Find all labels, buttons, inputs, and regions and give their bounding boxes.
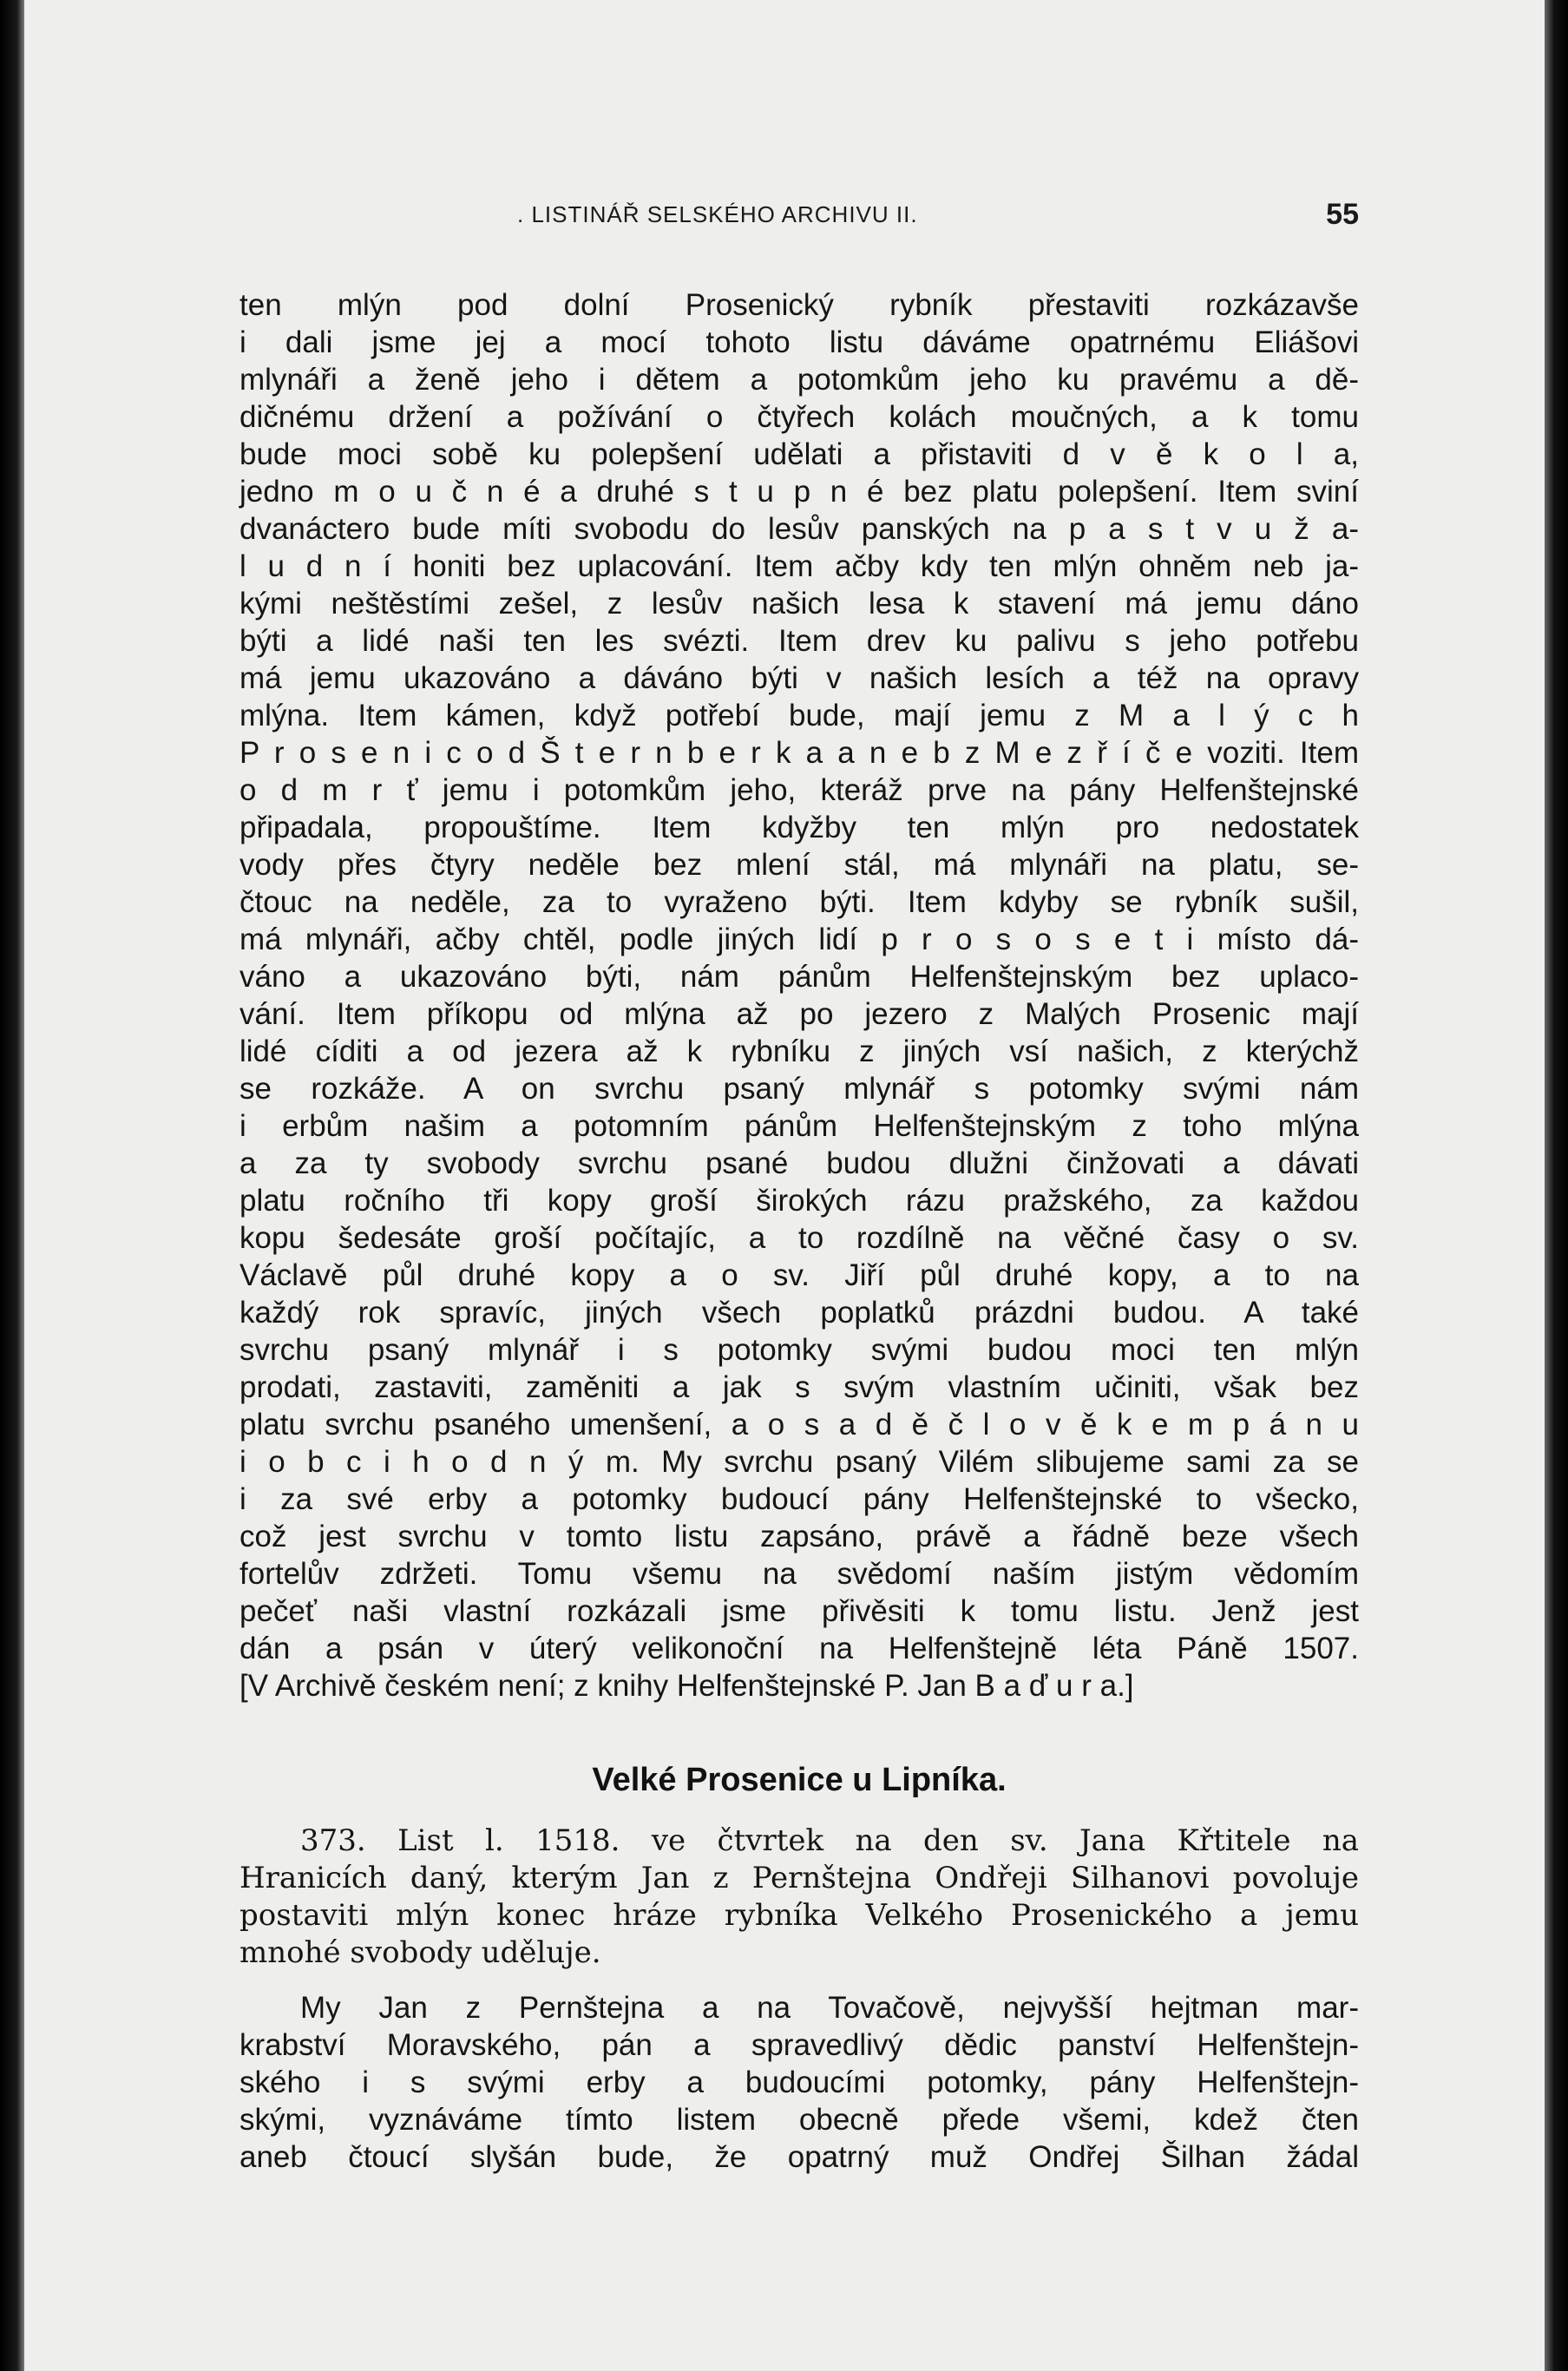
text-line: skými, vyznáváme tímto listem obecně přede všemi, kdež čten — [239, 2103, 1359, 2137]
page-number: 55 — [1326, 198, 1359, 231]
text-line: vody přes čtyry neděle bez mlení stál, má mlynáři na platu, se- — [239, 848, 1359, 882]
text-line: má mlynáři, ačby chtěl, podle jiných lidí p r o s o s e t i místo dá- — [239, 923, 1359, 956]
text-line: aneb čtoucí slyšán bude, že opatrný muž Ondřej Šilhan žádal — [239, 2140, 1359, 2174]
text-line: váno a ukazováno býti, nám pánům Helfenštejnským bez uplaco- — [239, 960, 1359, 994]
text-line: Václavě půl druhé kopy a o sv. Jiří půl druhé kopy, a to na — [239, 1258, 1359, 1292]
scan-left-edge — [0, 0, 24, 2371]
text-line: ten mlýn pod dolní Prosenický rybník přestaviti rozkázavše — [239, 288, 1359, 322]
text-line: dičnému držení a požívání o čtyřech kolách moučných, a k tomu — [239, 400, 1359, 434]
text-line: P r o s e n i c o d Š t e r n b e r k a a n e b z M e z ř í č e voziti. Item — [239, 736, 1359, 770]
text-line: fortelův zdržeti. Tomu všemu na svědomí naším jistým vědomím — [239, 1557, 1359, 1591]
text-line: kými neštěstími zešel, z lesův našich lesa k stavení má jemu dáno — [239, 587, 1359, 621]
text-line: krabství Moravského, pán a spravedlivý dědic panství Helfenštejn- — [239, 2028, 1359, 2062]
summary-line: 373. List l. 1518. ve čtvrtek na den sv. Jana Křtitele na — [300, 1823, 1359, 1858]
text-line: i o b c i h o d n ý m. My svrchu psaný Vilém slibujeme sami za se — [239, 1445, 1359, 1479]
charter-text — [239, 1989, 1359, 2176]
text-line: mlýna. Item kámen, když potřebí bude, mají jemu z M a l ý c h — [239, 699, 1359, 732]
text-line: čtouc na neděle, za to vyraženo býti. Item kdyby se rybník sušil, — [239, 885, 1359, 919]
text-line: kopu šedesáte groší počítajíc, a to rozdílně na věčné časy o sv. — [239, 1221, 1359, 1255]
text-line: mlynáři a ženě jeho i dětem a potomkům jeho ku pravému a dě- — [239, 363, 1359, 397]
text-line: My Jan z Pernštejna a na Tovačově, nejvyšší hejtman mar- — [300, 1991, 1359, 2025]
document-summary — [239, 1823, 1359, 1972]
text-line: dán a psán v úterý velikonoční na Helfenštejně léta Páně 1507. — [239, 1632, 1359, 1665]
summary-line: postaviti mlýn konec hráze rybníka Velkého Prosenického a jemu — [239, 1898, 1359, 1933]
text-line: se rozkáže. A on svrchu psaný mlynář s potomky svými nám — [239, 1072, 1359, 1106]
text-line: prodati, zastaviti, zaměniti a jak s svým vlastním učiniti, však bez — [239, 1370, 1359, 1404]
text-line: o d m r ť jemu i potomkům jeho, kteráž prve na pány Helfenštejnské — [239, 773, 1359, 807]
text-line: i za své erby a potomky budoucí pány Helfenštejnské to všecko, — [239, 1482, 1359, 1516]
text-line: ského i s svými erby a budoucími potomky, pány Helfenštejn- — [239, 2066, 1359, 2099]
text-line: l u d n í honiti bez uplacování. Item ačby kdy ten mlýn ohněm neb ja- — [239, 549, 1359, 583]
summary-line: Hranicích daný, kterým Jan z Pernštejna Ondřeji Silhanovi povoluje — [239, 1861, 1359, 1895]
body-text — [239, 286, 1359, 1704]
section-heading: Velké Prosenice u Lipníka. — [592, 1762, 1007, 1798]
text-line: což jest svrchu v tomto listu zapsáno, právě a řádně beze všech — [239, 1520, 1359, 1553]
running-title: . LISTINÁŘ SELSKÉHO ARCHIVU II. — [517, 201, 918, 227]
text-line: každý rok spravíc, jiných všech poplatků prázdni budou. A také — [239, 1296, 1359, 1330]
text-line: platu ročního tři kopy groší širokých rázu pražského, za každou — [239, 1184, 1359, 1218]
text-line: má jemu ukazováno a dáváno býti v našich lesích a též na opravy — [239, 661, 1359, 695]
page-header — [517, 193, 1359, 236]
text-line: i dali jsme jej a mocí tohoto listu dáváme opatrnému Eliášovi — [239, 325, 1359, 359]
summary-line: mnohé svobody uděluje. — [239, 1935, 601, 1970]
text-line: lidé cíditi a od jezera až k rybníku z jiných vsí našich, z kterýchž — [239, 1034, 1359, 1068]
text-line: býti a lidé naši ten les svézti. Item drev ku palivu s jeho potřebu — [239, 624, 1359, 658]
text-line: bude moci sobě ku polepšení udělati a přistaviti d v ě k o l a, — [239, 437, 1359, 471]
text-line: dvanáctero bude míti svobodu do lesův panských na p a s t v u ž a- — [239, 512, 1359, 546]
text-line: jedno m o u č n é a druhé s t u p n é bez platu polepšení. Item sviní — [239, 475, 1359, 509]
text-line: a za ty svobody svrchu psané budou dlužni činžovati a dávati — [239, 1146, 1359, 1180]
source-note-line: [V Archivě českém není; z knihy Helfenštejnské P. Jan B a ď u r a.] — [239, 1669, 1134, 1703]
text-line: připadala, propouštíme. Item kdyžby ten mlýn pro nedostatek — [239, 811, 1359, 844]
text-line: pečeť naši vlastní rozkázali jsme přivěsiti k tomu listu. Jenž jest — [239, 1594, 1359, 1628]
scan-right-edge — [1545, 0, 1568, 2371]
text-line: i erbům našim a potomním pánům Helfenštejnským z toho mlýna — [239, 1109, 1359, 1143]
book-page — [24, 0, 1545, 2371]
text-line: svrchu psaný mlynář i s potomky svými budou moci ten mlýn — [239, 1333, 1359, 1367]
text-line: vání. Item příkopu od mlýna až po jezero z Malých Prosenic mají — [239, 997, 1359, 1031]
text-line: platu svrchu psaného umenšení, a o s a d ě č l o v ě k e m p á n u — [239, 1408, 1359, 1442]
